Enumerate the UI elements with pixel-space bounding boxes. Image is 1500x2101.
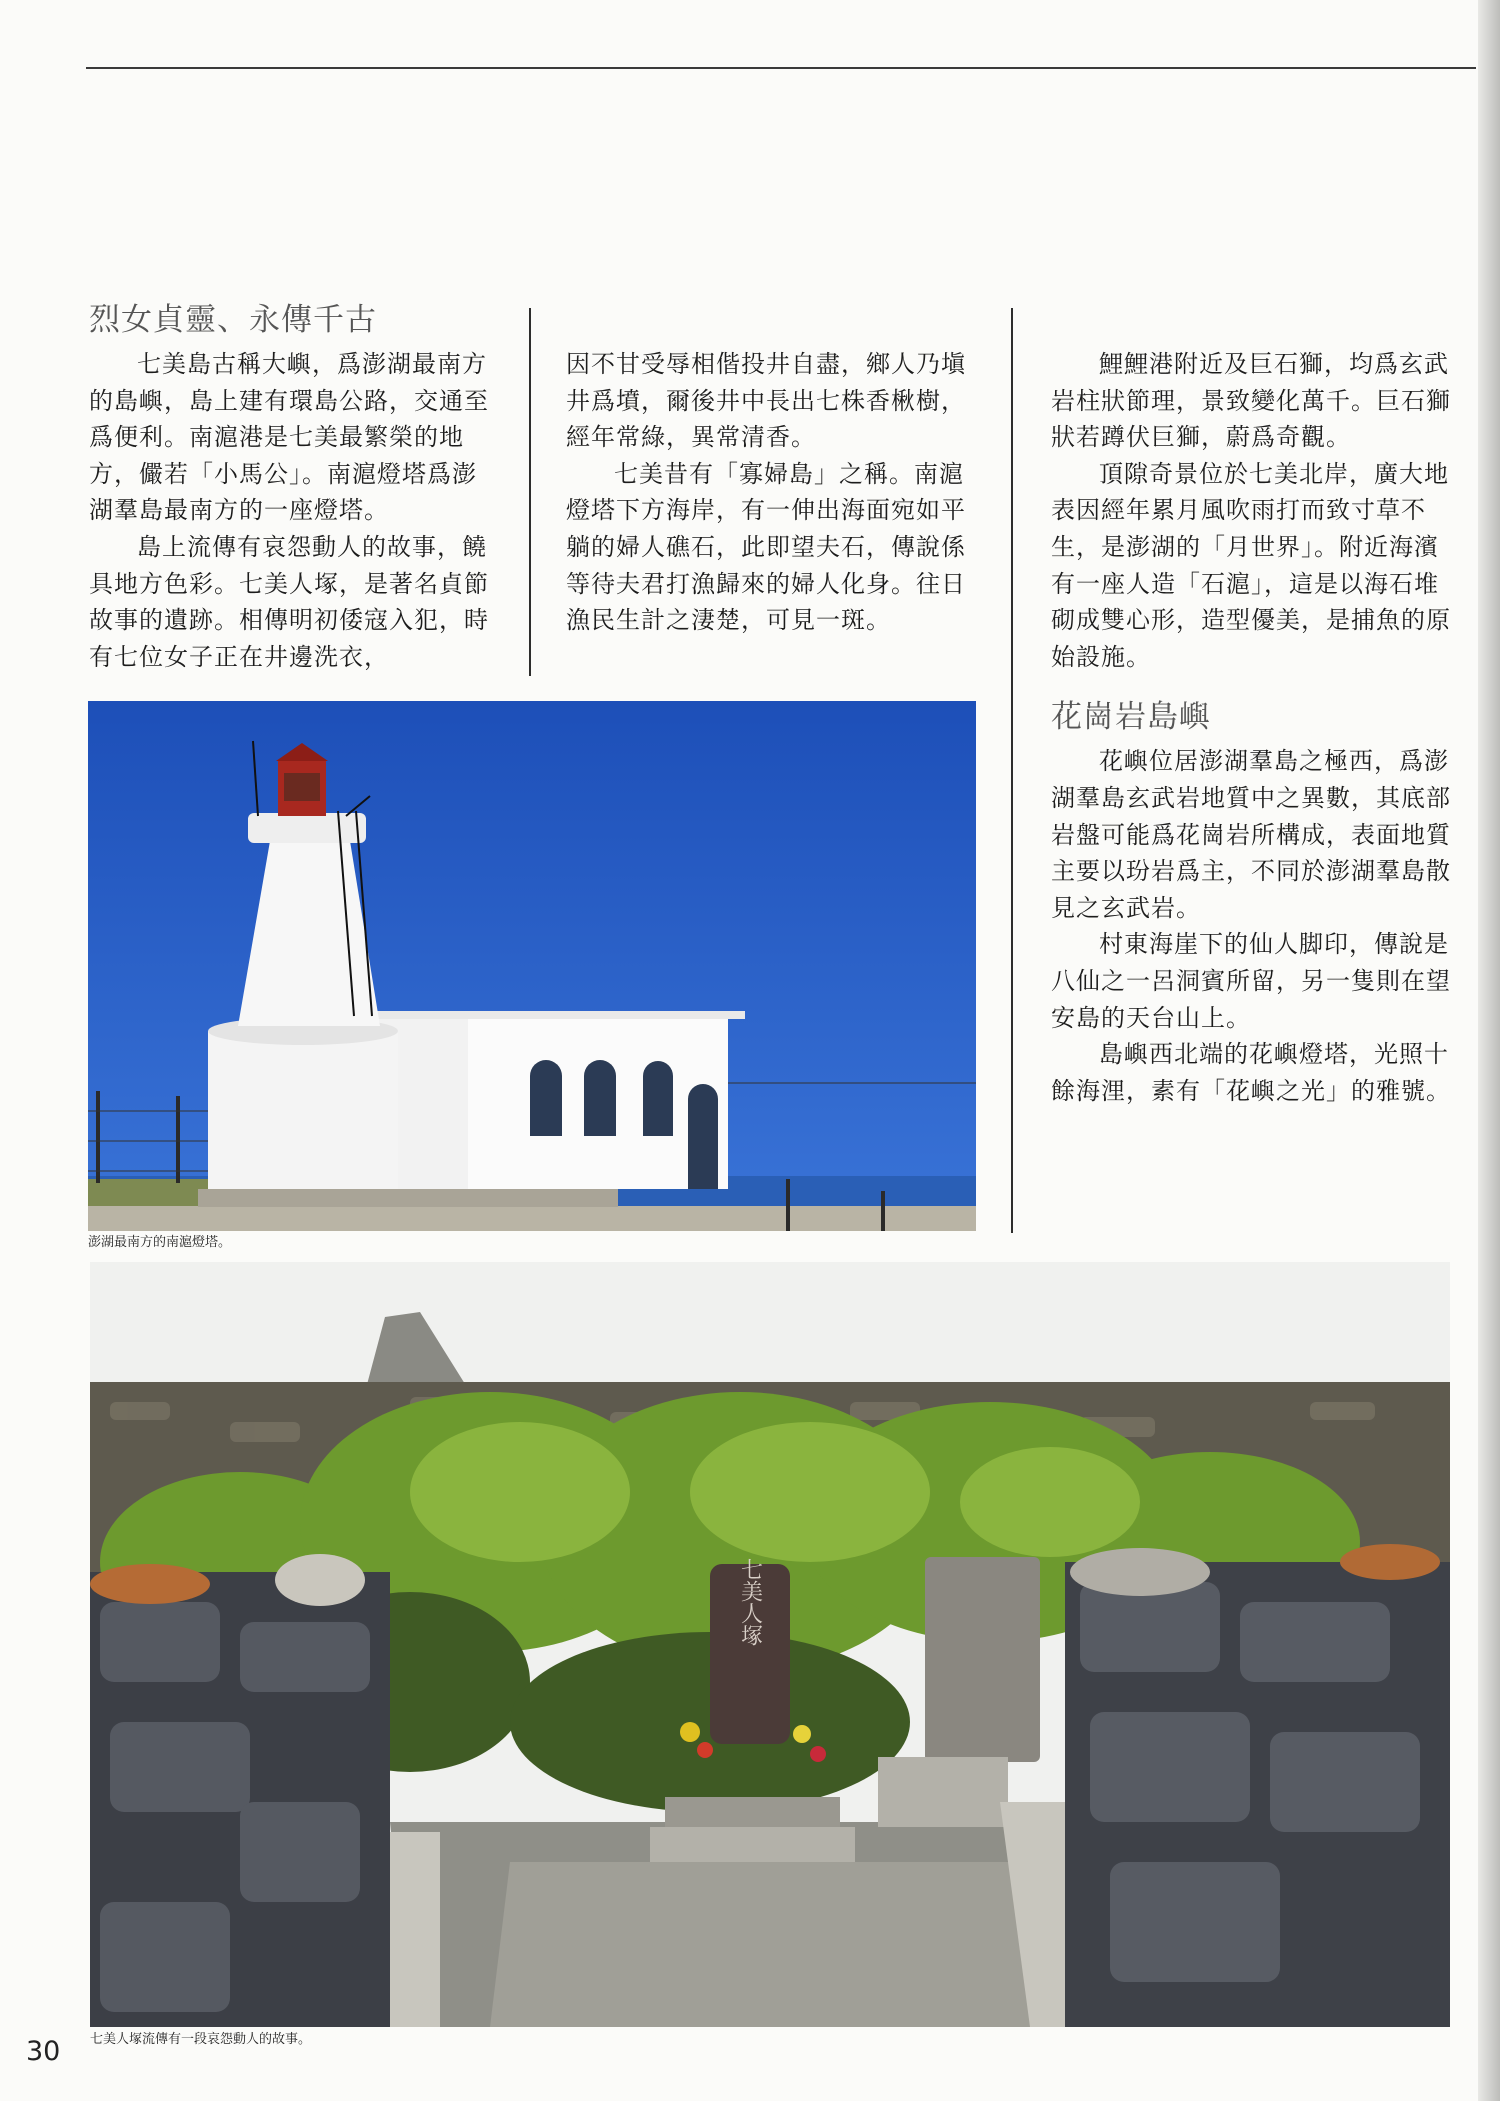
header-rule — [86, 67, 1476, 69]
column-divider-1 — [529, 308, 531, 676]
paragraph: 因不甘受辱相偕投井自盡，鄉人乃塡井爲墳，爾後井中長出七株香楸樹，經年常綠，異常清香。 — [566, 350, 966, 452]
paragraph: 島嶼西北端的花嶼燈塔，光照十餘海浬，素有「花嶼之光」的雅號。 — [1051, 1040, 1451, 1105]
column-divider-2 — [1011, 308, 1013, 1233]
paragraph: 七美島古稱大嶼，爲澎湖最南方的島嶼，島上建有環島公路，交通至爲便利。南滬港是七美最繁榮的地方，儼若「小馬公」。南滬燈塔爲澎湖羣島最南方的一座燈塔。 — [89, 350, 489, 525]
article-column-3 — [1051, 346, 1463, 1109]
lighthouse-photo — [88, 701, 976, 1231]
paragraph: 鯉鯉港附近及巨石獅，均爲玄武岩柱狀節理，景致變化萬千。巨石獅狀若蹲伏巨獅，蔚爲奇觀。 — [1051, 350, 1451, 452]
paragraph: 花嶼位居澎湖羣島之極西，爲澎湖羣島玄武岩地質中之異數，其底部岩盤可能爲花崗岩所構成，表面地質主要以玢岩爲主，不同於澎湖羣島散見之玄武岩。 — [1051, 747, 1451, 922]
stele-inscription: 七美人塚 — [737, 1558, 763, 1646]
section-heading-seven-beauties: 烈女貞靈、永傳千古 — [89, 302, 377, 338]
article-column-1 — [89, 300, 501, 675]
paragraph: 頂隙奇景位於七美北岸，廣大地表因經年累月風吹雨打而致寸草不生，是澎湖的「月世界」。附近海濱有一座人造「石滬」，這是以海石堆砌成雙心形，造型優美，是捕魚的原始設施。 — [1051, 459, 1451, 671]
paragraph: 島上流傳有哀怨動人的故事，饒具地方色彩。七美人塚，是著名貞節故事的遺跡。相傳明初倭寇入犯，時有七位女子正在井邊洗衣， — [89, 532, 489, 671]
section-heading-granite-island: 花崗岩島嶼 — [1051, 699, 1211, 736]
paragraph: 七美昔有「寡婦島」之稱。南滬燈塔下方海岸，有一伸出海面宛如平躺的婦人礁石，此即望夫石，傳說係等待夫君打漁歸來的婦人化身。往日漁民生計之淒楚，可見一斑。 — [566, 459, 966, 635]
page-number: 30 — [26, 2036, 61, 2067]
lighthouse-caption: 澎湖最南方的南滬燈塔。 — [88, 1235, 232, 1250]
page-edge — [1478, 0, 1500, 2101]
article-column-2 — [566, 346, 978, 639]
tomb-caption: 七美人塚流傳有一段哀怨動人的故事。 — [90, 2032, 312, 2047]
seven-beauties-tomb-photo — [90, 1262, 1450, 2027]
paragraph: 村東海崖下的仙人脚印，傳說是八仙之一呂洞賓所留，另一隻則在望安島的天台山上。 — [1051, 930, 1451, 1032]
